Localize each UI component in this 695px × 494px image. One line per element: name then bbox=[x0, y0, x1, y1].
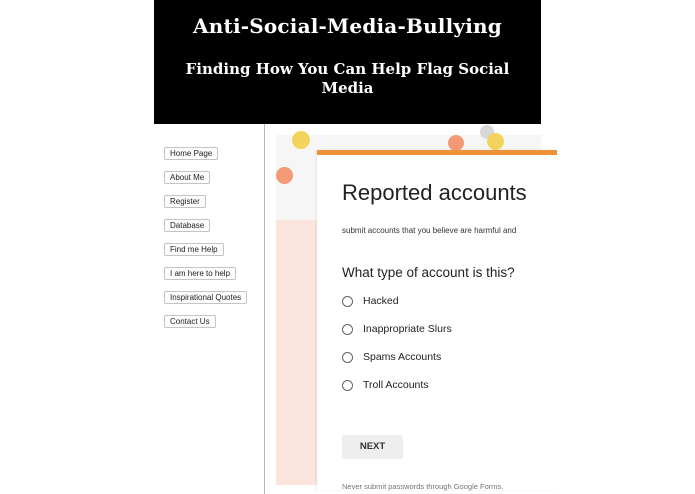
sidebar-nav bbox=[164, 147, 260, 339]
radio-unchecked-icon[interactable] bbox=[342, 324, 353, 335]
option-label: Inappropriate Slurs bbox=[363, 323, 452, 335]
password-warning: Never submit passwords through Google Forms. bbox=[342, 482, 504, 491]
form-description: submit accounts that you believe are harmful and bbox=[342, 226, 517, 235]
radio-unchecked-icon[interactable] bbox=[342, 352, 353, 363]
form-accent-bar bbox=[317, 150, 557, 155]
decorative-dot-yellow bbox=[292, 131, 310, 149]
decorative-dot-orange bbox=[276, 167, 293, 184]
radio-unchecked-icon[interactable] bbox=[342, 296, 353, 307]
radio-unchecked-icon[interactable] bbox=[342, 380, 353, 391]
nav-button-here-to-help[interactable]: I am here to help bbox=[164, 267, 236, 280]
nav-button-find-me-help[interactable]: Find me Help bbox=[164, 243, 224, 256]
option-label: Hacked bbox=[363, 295, 399, 307]
decorative-dot-orange bbox=[448, 135, 464, 151]
nav-button-about-me[interactable]: About Me bbox=[164, 171, 210, 184]
option-label: Spams Accounts bbox=[363, 351, 442, 363]
radio-option-spams-accounts[interactable] bbox=[342, 349, 441, 365]
radio-option-hacked[interactable] bbox=[342, 293, 399, 309]
radio-option-troll-accounts[interactable] bbox=[342, 377, 429, 393]
site-title: Anti-Social-Media-Bullying bbox=[193, 14, 502, 38]
nav-button-register[interactable]: Register bbox=[164, 195, 206, 208]
question-title: What type of account is this? bbox=[342, 265, 515, 280]
nav-button-database[interactable]: Database bbox=[164, 219, 210, 232]
next-button[interactable]: NEXT bbox=[342, 435, 403, 459]
option-label: Troll Accounts bbox=[363, 379, 429, 391]
site-header bbox=[154, 0, 541, 124]
sidebar-divider bbox=[264, 124, 265, 494]
embedded-google-form bbox=[276, 135, 541, 491]
site-subtitle: Finding How You Can Help Flag Social Media bbox=[185, 60, 510, 97]
radio-option-inappropriate-slurs[interactable] bbox=[342, 321, 452, 337]
form-card bbox=[317, 150, 557, 490]
nav-button-home-page[interactable]: Home Page bbox=[164, 147, 218, 160]
decorative-dot-yellow bbox=[487, 133, 504, 150]
nav-button-contact-us[interactable]: Contact Us bbox=[164, 315, 216, 328]
nav-button-inspirational-quotes[interactable]: Inspirational Quotes bbox=[164, 291, 247, 304]
form-title: Reported accounts bbox=[342, 180, 527, 205]
